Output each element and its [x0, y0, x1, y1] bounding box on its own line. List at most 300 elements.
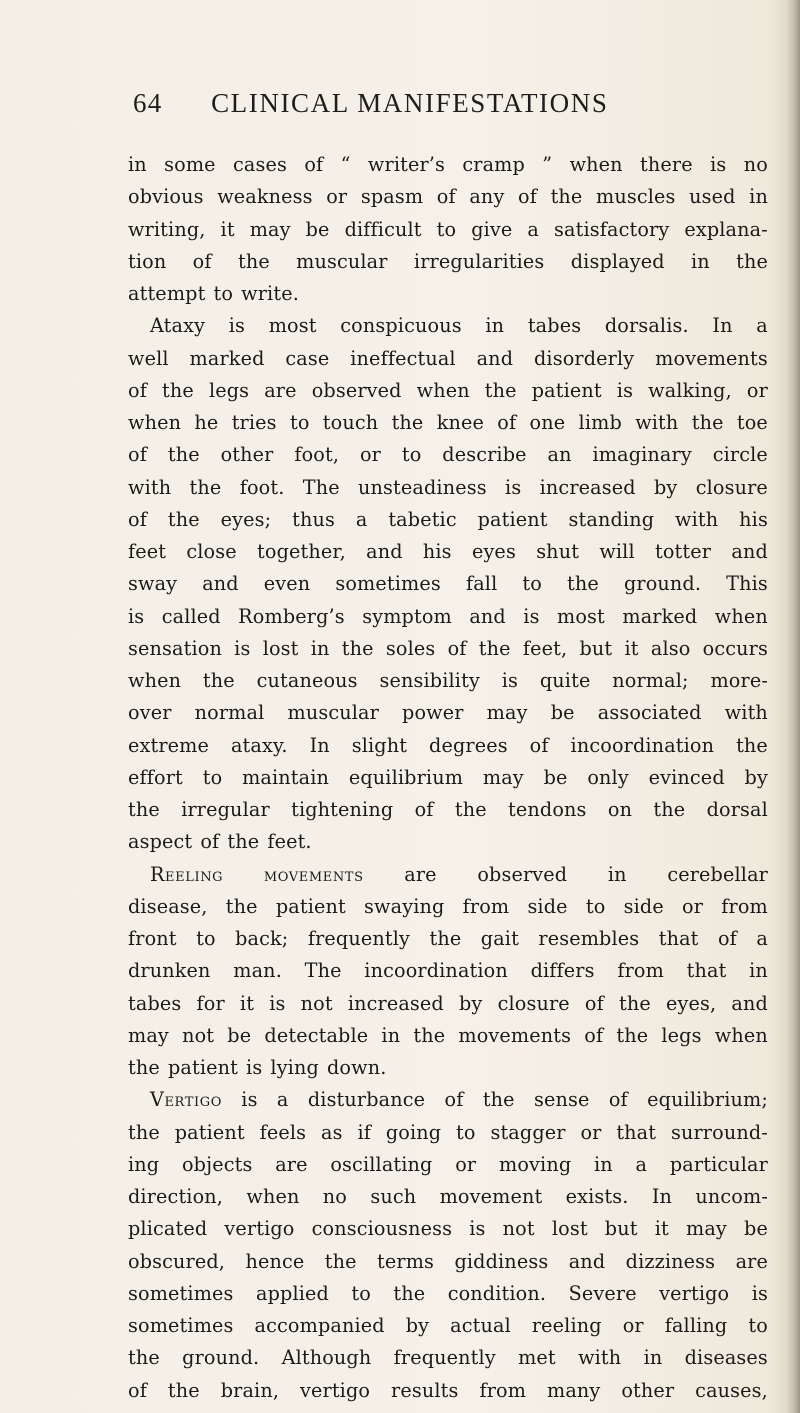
word: may — [685, 1217, 727, 1241]
text-line — [128, 1342, 768, 1374]
word: normal — [194, 701, 265, 725]
word: of — [414, 798, 434, 821]
word: that — [658, 927, 699, 950]
word: more- — [710, 669, 768, 692]
page-edge-shadow — [786, 0, 800, 1413]
word: The — [302, 475, 340, 499]
word: his — [739, 507, 768, 531]
word: tabes — [527, 314, 582, 338]
text-line — [128, 1084, 768, 1116]
word: brain, — [220, 1378, 280, 1402]
word: if — [357, 1120, 371, 1144]
word: with — [128, 475, 172, 499]
word: may — [128, 1023, 169, 1047]
word: incoordination — [364, 959, 508, 983]
word: unsteadiness — [358, 475, 487, 499]
word: give — [471, 217, 513, 241]
word: frequently — [307, 927, 411, 950]
word: movements — [655, 346, 768, 370]
word: to — [202, 765, 223, 789]
word: with — [675, 507, 719, 531]
word: the — [128, 1346, 160, 1370]
word: legs — [661, 1023, 702, 1047]
word: there — [640, 153, 693, 176]
text-line — [128, 504, 768, 536]
text-line — [128, 859, 768, 891]
word: closure — [497, 991, 570, 1015]
text-line — [128, 633, 768, 665]
word: by — [653, 475, 678, 499]
word: disturbance — [307, 1088, 426, 1112]
word: marked — [189, 346, 265, 370]
word: the — [484, 378, 517, 402]
text-line — [128, 536, 768, 568]
word: the — [324, 1249, 357, 1273]
text-line — [128, 1246, 768, 1278]
word: is — [505, 475, 522, 499]
word: going — [385, 1120, 442, 1144]
word: displayed — [570, 249, 665, 273]
word: symptom — [362, 604, 452, 628]
word: his — [422, 540, 452, 563]
word: maintain — [242, 765, 330, 789]
word: conspicuous — [340, 314, 462, 338]
word: This — [726, 572, 768, 596]
word: down. — [326, 1056, 387, 1079]
word: totter — [655, 540, 712, 563]
word: only — [587, 765, 629, 789]
word: the — [567, 572, 599, 596]
word: foot. — [239, 475, 285, 499]
word: aspect — [128, 830, 193, 854]
word: to — [748, 1314, 768, 1337]
word: from — [721, 894, 768, 918]
word: met — [518, 1346, 556, 1370]
word: may — [249, 217, 291, 241]
word: in — [485, 314, 505, 338]
word: shut — [536, 540, 580, 563]
word: and — [568, 1249, 606, 1273]
word: increased — [539, 475, 636, 499]
word: be — [744, 1217, 768, 1241]
word: actual — [450, 1314, 511, 1337]
word: many — [546, 1378, 601, 1402]
word: as — [321, 1120, 343, 1144]
word: muscular — [287, 701, 379, 725]
word: of — [436, 185, 456, 209]
word: ing — [128, 1152, 160, 1176]
word: of — [529, 733, 549, 757]
text-line — [128, 1149, 768, 1181]
word: resembles — [538, 927, 640, 950]
word: extreme — [128, 733, 210, 757]
word: slight — [351, 733, 408, 757]
word: be — [227, 1023, 252, 1047]
word: write. — [241, 282, 299, 305]
word: detectable — [264, 1023, 369, 1047]
text-line — [128, 665, 768, 697]
word: the — [550, 185, 583, 209]
word: is — [269, 991, 286, 1015]
word: or — [580, 1120, 602, 1144]
word: and — [366, 540, 403, 563]
word: be — [550, 701, 575, 725]
text-line — [128, 1278, 768, 1310]
word: in — [749, 959, 768, 983]
word: In — [651, 1185, 673, 1208]
word: one — [529, 411, 566, 434]
word: and — [202, 572, 239, 596]
word: that — [616, 1120, 657, 1144]
word: to — [351, 1281, 371, 1305]
word: explana- — [684, 217, 768, 241]
word: be — [543, 765, 568, 789]
word: fall — [465, 572, 498, 596]
word: incoordination — [570, 733, 715, 757]
word: “ — [340, 153, 351, 176]
word: cases — [233, 153, 287, 176]
word: the — [653, 798, 686, 821]
text-line — [128, 1375, 768, 1407]
word: cramp — [462, 153, 525, 176]
word: or — [746, 378, 768, 402]
word: and — [731, 991, 768, 1015]
word: when — [714, 604, 768, 628]
text-line — [128, 246, 768, 278]
word: tendons — [508, 798, 587, 821]
word: hence — [245, 1249, 305, 1273]
section-term: Vertigo — [150, 1088, 222, 1112]
text-line — [128, 1020, 768, 1052]
word: effort — [128, 765, 183, 789]
word: terms — [377, 1249, 435, 1273]
word: disease, — [128, 894, 208, 918]
word: man. — [233, 959, 282, 983]
word: some — [164, 153, 216, 176]
text-line — [128, 1181, 768, 1213]
word: sensation — [128, 636, 222, 660]
text-line — [128, 1213, 768, 1245]
word: is — [246, 1056, 263, 1079]
word: equilibrium — [348, 765, 464, 789]
word: is — [241, 1088, 258, 1112]
word: when — [714, 1023, 768, 1047]
word: in — [594, 1152, 613, 1176]
word: vertigo — [659, 1281, 730, 1305]
word: in — [749, 185, 768, 209]
word: attempt — [128, 282, 206, 305]
word: cerebellar — [667, 862, 768, 886]
word: no — [322, 1185, 348, 1208]
word: describe — [442, 443, 527, 467]
page-number: 64 — [133, 88, 163, 118]
word: of — [128, 443, 147, 467]
word: a — [527, 217, 540, 241]
word: condition. — [447, 1281, 547, 1305]
word: a — [756, 927, 768, 950]
word: frequently — [393, 1346, 496, 1370]
word: imaginary — [592, 443, 692, 467]
word: knee — [436, 411, 485, 434]
word: it — [654, 1217, 669, 1241]
word: occurs — [702, 636, 768, 660]
word: but — [579, 636, 613, 660]
word: Severe — [568, 1281, 637, 1305]
word: swaying — [364, 894, 445, 918]
word: movements — [458, 1023, 572, 1047]
word: applied — [255, 1281, 329, 1305]
word: by — [405, 1314, 430, 1337]
word: stagger — [490, 1120, 566, 1144]
word: the — [227, 830, 260, 854]
word: equilibrium; — [647, 1088, 768, 1112]
word: ground. — [623, 572, 702, 596]
word: the — [167, 507, 200, 531]
word: back; — [235, 927, 289, 950]
word: well — [128, 346, 169, 370]
word: the — [736, 249, 768, 273]
word: lost — [262, 636, 299, 660]
word: giddiness — [454, 1249, 549, 1273]
word: in — [381, 1023, 401, 1047]
word: any — [469, 185, 505, 209]
text-line — [128, 1117, 768, 1149]
word: of — [518, 185, 537, 209]
word: falling — [664, 1314, 728, 1337]
word: the — [619, 991, 651, 1015]
page-header — [133, 88, 753, 128]
word: are — [735, 1249, 768, 1273]
word: drunken — [128, 959, 211, 983]
word: other — [621, 1378, 675, 1402]
word: may — [482, 765, 524, 789]
word: of — [200, 830, 220, 854]
text-line — [128, 1310, 768, 1342]
word: the — [128, 1120, 160, 1144]
word: side — [623, 894, 664, 918]
word: the — [429, 927, 462, 950]
word: objects — [181, 1152, 253, 1176]
word: when — [416, 378, 470, 402]
word: obvious — [128, 185, 204, 209]
word: eyes — [471, 540, 516, 563]
text-line — [128, 923, 768, 955]
word: touch — [322, 411, 379, 434]
word: weakness — [217, 185, 313, 209]
word: is — [616, 378, 634, 402]
text-line — [128, 601, 768, 633]
word: but — [604, 1217, 638, 1241]
word: quite — [539, 669, 591, 692]
word: it — [624, 636, 639, 660]
word: foot, — [294, 443, 340, 467]
word: not — [182, 1023, 215, 1047]
word: from — [617, 959, 664, 983]
word: when — [128, 669, 182, 692]
word: the — [167, 443, 200, 467]
word: the — [478, 636, 511, 660]
word: marked — [622, 604, 698, 628]
word: sometimes — [335, 572, 441, 596]
word: the — [691, 411, 724, 434]
word: called — [161, 604, 221, 628]
word: lying — [270, 1056, 319, 1079]
text-line — [128, 697, 768, 729]
word: an — [547, 443, 572, 467]
text-line — [128, 375, 768, 407]
word: front — [128, 927, 177, 950]
word: of — [304, 153, 324, 176]
running-title: CLINICAL MANIFESTATIONS — [211, 88, 609, 118]
word: differs — [530, 959, 595, 983]
word: circle — [712, 443, 768, 467]
word: not — [502, 1217, 535, 1241]
word: diseases — [684, 1346, 768, 1370]
word: evinced — [648, 765, 725, 789]
word: when — [246, 1185, 300, 1208]
word: or — [455, 1152, 477, 1176]
word: the — [167, 1378, 200, 1402]
word: patient — [477, 507, 548, 531]
word: that — [686, 959, 727, 983]
word: in — [310, 636, 330, 660]
word: the — [482, 1088, 515, 1112]
word: with — [635, 411, 679, 434]
word: is — [523, 604, 540, 628]
word: or — [326, 185, 348, 209]
word: of — [128, 507, 147, 531]
word: in — [128, 153, 147, 176]
word: feet — [128, 540, 167, 563]
text-line — [128, 149, 768, 181]
word: a — [756, 314, 768, 338]
word: legs — [208, 378, 250, 402]
word: causes, — [695, 1378, 768, 1402]
word: to — [585, 894, 606, 918]
word: dizziness — [625, 1249, 716, 1273]
word: to — [456, 1120, 476, 1144]
word: are — [404, 862, 437, 886]
word: ground. — [182, 1346, 260, 1370]
word: ineffectual — [350, 346, 456, 370]
word: to — [436, 217, 457, 241]
word: with — [578, 1346, 622, 1370]
word: soles — [385, 636, 436, 660]
word: most — [268, 314, 317, 338]
text-line — [128, 472, 768, 504]
word: the — [128, 1056, 160, 1079]
word: patient — [275, 894, 346, 918]
text-line — [128, 988, 768, 1020]
word: may — [486, 701, 528, 725]
section-term: movements — [263, 862, 364, 886]
word: toe — [736, 411, 768, 434]
word: standing — [568, 507, 655, 531]
word: is — [751, 1281, 768, 1305]
word: a — [276, 1088, 289, 1112]
word: limb — [578, 411, 622, 434]
word: vertigo — [300, 1378, 371, 1402]
word: is — [710, 153, 727, 176]
word: of — [584, 991, 604, 1015]
word: also — [650, 636, 691, 660]
word: difficult — [344, 217, 422, 241]
text-line — [128, 214, 768, 246]
word: with — [724, 701, 768, 725]
word: or — [682, 894, 704, 918]
word: uncom- — [695, 1185, 768, 1208]
word: and — [476, 346, 514, 370]
word: tion — [128, 249, 167, 273]
word: lost — [551, 1217, 588, 1241]
word: of — [497, 411, 517, 434]
word: when — [128, 411, 182, 434]
word: the — [202, 669, 235, 692]
word: in — [691, 249, 710, 273]
word: dorsal — [706, 798, 768, 821]
word: particular — [669, 1152, 768, 1176]
word: of — [608, 1088, 628, 1112]
word: and — [731, 540, 768, 563]
word: most — [557, 604, 605, 628]
word: of — [584, 1023, 604, 1047]
word: gait — [480, 927, 519, 950]
word: irregularities — [413, 249, 545, 273]
text-line — [128, 278, 768, 310]
word: sometimes — [128, 1314, 234, 1337]
word: and — [469, 604, 506, 628]
body-text — [128, 149, 768, 1407]
word: a — [355, 507, 368, 531]
word: of — [192, 249, 212, 273]
word: to — [289, 411, 310, 434]
text-line — [128, 794, 768, 826]
word: oscillating — [330, 1152, 433, 1176]
word: over — [128, 701, 172, 725]
word: walking, — [648, 378, 732, 402]
word: patient — [531, 378, 602, 402]
word: is — [128, 604, 145, 628]
word: associated — [597, 701, 702, 725]
word: ataxy. — [230, 733, 288, 757]
text-line — [128, 891, 768, 923]
word: to — [213, 282, 234, 305]
word: observed — [477, 862, 568, 886]
word: the — [454, 798, 487, 821]
text-line — [128, 730, 768, 762]
word: together, — [257, 540, 346, 563]
word: no — [743, 153, 768, 176]
word: feet. — [267, 830, 312, 854]
word: eyes; — [220, 507, 272, 531]
word: sense — [534, 1088, 590, 1112]
word: not — [300, 991, 333, 1015]
word: plicated — [128, 1217, 208, 1241]
word: close — [186, 540, 237, 563]
word: increased — [347, 991, 444, 1015]
word: of — [447, 636, 467, 660]
word: patient — [174, 1120, 245, 1144]
word: Although — [281, 1346, 372, 1370]
section-term: Reeling — [150, 862, 224, 886]
word: ” — [542, 153, 553, 176]
word: feels — [259, 1120, 307, 1144]
word: movement — [439, 1185, 543, 1208]
word: such — [370, 1185, 417, 1208]
word: when — [569, 153, 623, 176]
word: surround- — [670, 1120, 768, 1144]
word: by — [744, 765, 768, 789]
